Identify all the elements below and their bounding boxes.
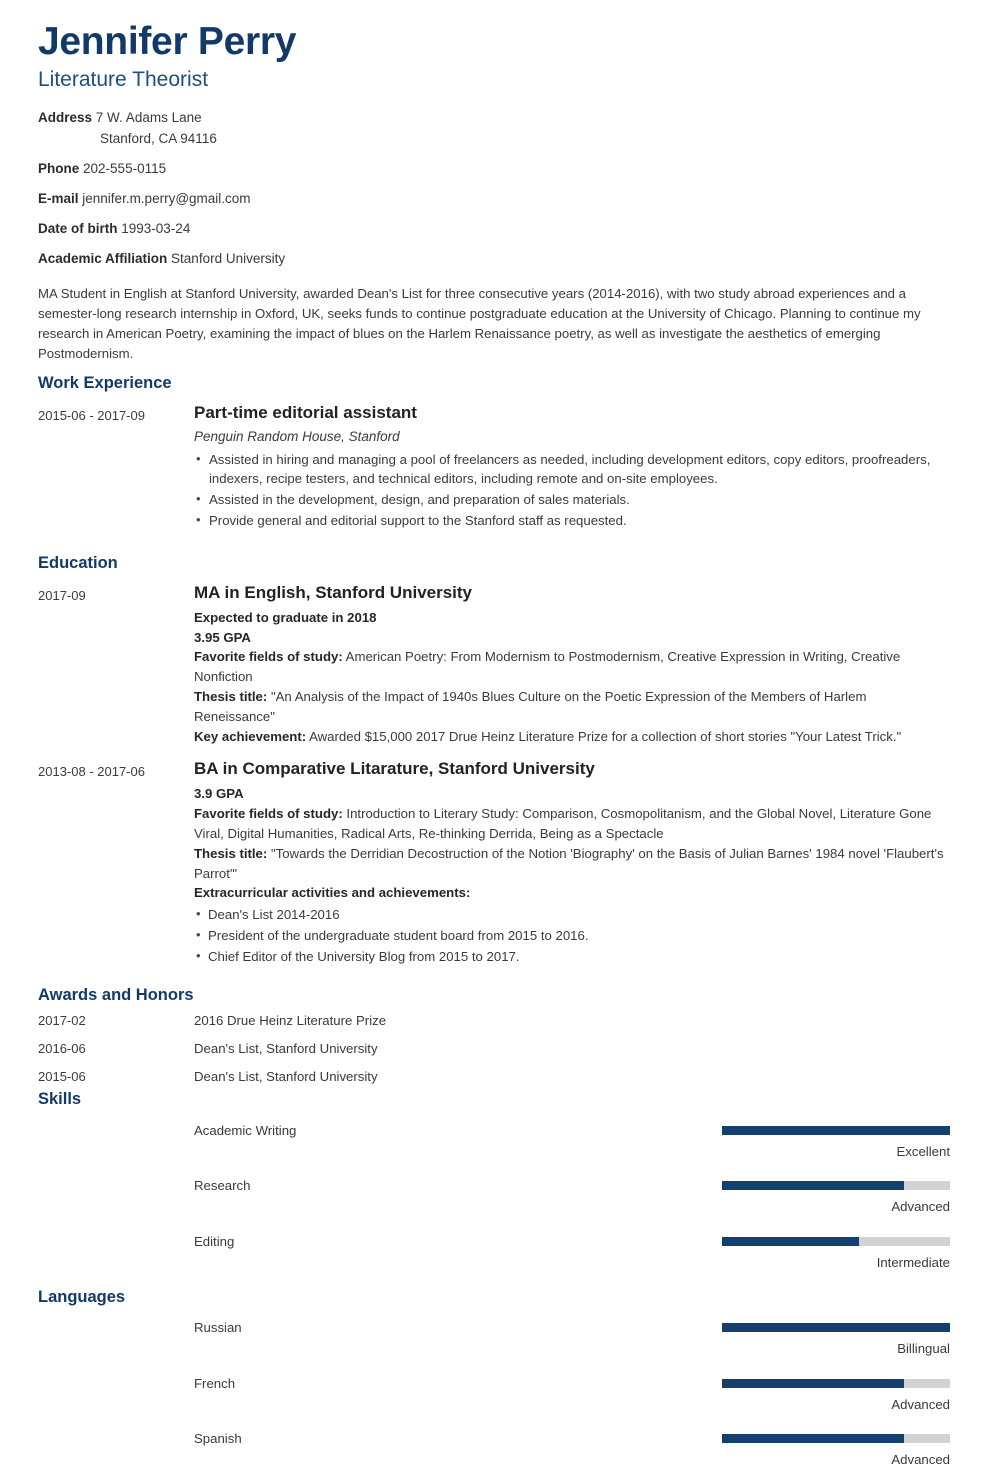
award-item [38,1041,950,1056]
language-name: Russian [194,1320,242,1336]
field-value: Awarded $15,000 2017 Drue Heinz Literature Prize for a collection of short stories "Your Latest Trick." [306,728,902,744]
work-entry-date: 2015-06 - 2017-09 [38,407,145,423]
contact-label-email: E-mail [38,190,79,206]
education-entry-ma [38,582,950,747]
language-level-fill [722,1323,950,1332]
language-row [38,1319,950,1357]
education-field-thesis-title [194,687,950,727]
language-row [38,1430,950,1468]
contact-value-dob: 1993-03-24 [121,220,191,236]
language-level-bar [722,1379,950,1388]
skill-level-fill [722,1126,950,1135]
field-label: Thesis title: [194,845,268,861]
list-item: • President of the undergraduate student board from 2015 to 2016. [194,926,950,946]
award-item [38,1069,950,1084]
skill-level-bar [722,1126,950,1135]
education-extracurricular-bullets [194,905,950,966]
education-field-thesis-title [194,844,950,884]
work-entry-title: Part-time editorial assistant [194,402,417,422]
skill-name: Research [194,1178,251,1194]
skill-row [38,1177,950,1215]
award-date: 2017-02 [38,1013,86,1029]
resume-header [38,22,950,270]
section-heading-education: Education [38,553,118,572]
skill-level-fill [722,1181,904,1190]
field-label: Favorite fields of study: [194,649,343,665]
education-field-favorite-fields [194,647,950,687]
skills-list [38,1122,950,1270]
job-title: Literature Theorist [38,67,209,91]
language-level-label: Advanced [891,1451,950,1467]
contact-email [38,189,950,210]
field-value: "An Analysis of the Impact of 1940s Blues Culture on the Poetic Expression of the Members of Harlem Reneissance" [194,688,867,724]
language-level-bar [722,1323,950,1332]
education-field-key-achievement [194,727,950,747]
section-heading-skills: Skills [38,1090,82,1109]
education-gpa: 3.9 GPA [194,786,244,802]
field-label: Favorite fields of study: [194,806,343,822]
field-value: Introduction to Literary Study: Comparison, Cosmopolitanism, and the Global Novel, Literature Gone Viral, Digital Humanities, Radical Arts, Re-thinking Derrida, Being as a Spectacle [194,806,932,842]
skill-level-label: Intermediate [876,1254,950,1270]
education-entry-date: 2017-09 [38,587,86,603]
award-date: 2016-06 [38,1041,86,1057]
contact-value-affiliation: Stanford University [171,250,286,266]
contact-value-address-line2: Stanford, CA 94116 [100,131,217,147]
skill-name: Academic Writing [194,1123,297,1139]
contact-dob [38,219,950,240]
language-name: French [194,1375,236,1391]
list-item: • Provide general and editorial support to the Stanford staff as requested. [194,511,950,531]
language-level-fill [722,1434,904,1443]
contact-label-affiliation: Academic Affiliation [38,250,168,266]
contact-label-dob: Date of birth [38,220,118,236]
language-level-label: Billingual [897,1341,950,1357]
education-entry-date: 2013-08 - 2017-06 [38,764,145,780]
field-value: "Towards the Derridian Decostruction of the Notion 'Biography' on the Basis of Julian Barnes' 1984 novel 'Flaubert's Parrot'" [194,845,944,881]
contact-value-phone: 202-555-0115 [83,160,167,176]
award-date: 2015-06 [38,1069,86,1085]
field-label: Thesis title: [194,688,268,704]
education-entry-ba [38,758,950,967]
award-item [38,1013,950,1028]
page-title: Jennifer Perry [38,20,297,63]
list-item: • Chief Editor of the University Blog from 2015 to 2017. [194,947,950,967]
contact-affiliation [38,249,950,270]
education-field-favorite-fields [194,804,950,844]
skill-level-label: Excellent [896,1144,950,1160]
skill-row [38,1122,950,1160]
contact-value-address-line1: 7 W. Adams Lane [95,110,202,126]
language-level-bar [722,1434,950,1443]
education-entry-title: BA in Comparative Litarature, Stanford University [194,759,595,779]
education-gpa: 3.95 GPA [194,629,251,645]
work-entry-employer: Penguin Random House, Stanford [194,428,400,444]
award-text: Dean's List, Stanford University [194,1041,378,1057]
skill-level-bar [722,1181,950,1190]
contact-address [38,108,950,150]
contact-label-address: Address [38,110,93,126]
contact-value-email[interactable]: jennifer.m.perry@gmail.com [82,190,251,206]
field-label: Key achievement: [194,728,307,744]
skill-name: Editing [194,1233,235,1249]
section-heading-languages: Languages [38,1287,126,1306]
skill-level-bar [722,1237,950,1246]
language-level-fill [722,1379,904,1388]
section-heading-work-experience: Work Experience [38,373,172,392]
contact-phone [38,159,950,180]
list-item: • Assisted in hiring and managing a pool of freelancers as needed, including development editors, copy editors, proofreaders, indexers, recipe testers, and technical editors, including remote and on-site employees. [194,450,950,490]
contact-label-phone: Phone [38,160,80,176]
work-experience-entry [38,402,950,532]
language-level-label: Advanced [891,1396,950,1412]
education-extracurricular-heading: Extracurricular activities and achievements: [194,885,471,901]
education-entry-title: MA in English, Stanford University [194,582,473,602]
work-entry-bullets [194,450,950,531]
list-item: • Assisted in the development, design, and preparation of sales materials. [194,490,950,510]
language-name: Spanish [194,1430,242,1446]
section-heading-awards: Awards and Honors [38,985,194,1004]
professional-summary: MA Student in English at Stanford University, awarded Dean's List for three consecutive years (2014-2016), with two study abroad experiences and a semester-long research internship in Oxford, UK, seeks funds to continue postgraduate education at the University of Chicago. Planning to continue my research in American Poetry, examining the impact of blues on the Harlem Renaissance poetry, as well as investigate the aesthetics of emerging Postmodernism. [38,285,921,361]
skill-row [38,1233,950,1271]
skill-level-fill [722,1237,859,1246]
education-graduation-note: Expected to graduate in 2018 [194,609,377,625]
skill-level-label: Advanced [891,1199,950,1215]
award-text: Dean's List, Stanford University [194,1069,378,1085]
field-value: American Poetry: From Modernism to Postmodernism, Creative Expression in Writing, Creative Nonfiction [194,649,901,685]
languages-list [38,1319,950,1467]
language-row [38,1375,950,1413]
award-text: 2016 Drue Heinz Literature Prize [194,1013,387,1029]
list-item: • Dean's List 2014-2016 [194,905,950,925]
